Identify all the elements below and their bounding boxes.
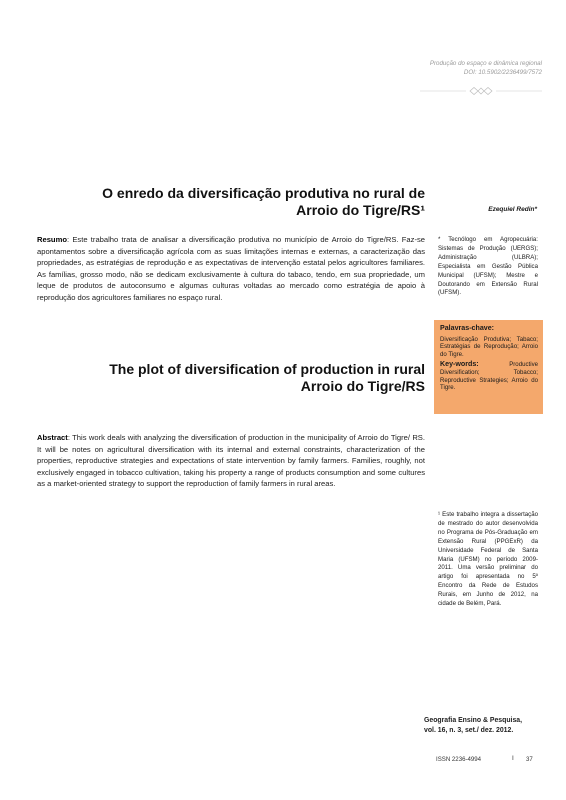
keywords-pt: Diversificação Produtiva; Tabaco; Estratégias de Reprodução; Arroio do Tigre.: [440, 335, 538, 358]
journal-section-line: Produção do espaço e dinâmica regional: [429, 60, 542, 67]
keywords-en: Productive Diversification; Tobacco; Reproductive Strategies; Arroio do Tigre.: [440, 361, 538, 392]
article-title-en: The plot of diversification of production in rural Arroio do Tigre/RS: [109, 361, 425, 394]
abstract-label: Abstract: [37, 433, 68, 442]
issn: ISSN 2236-4994: [436, 756, 482, 763]
keywords-en-label: Key-words:: [440, 360, 479, 369]
footnote: ¹ Este trabalho integra a dissertação de mestrado do autor desenvolvida no Programa de Pós-Graduação em Extensão Rural (PPGExR) da Universidade Federal de Santa Maria (UFSM) no período 2009-2011. Uma versão preliminar do artigo foi apresentada no 5º Encontro da Rede de Estudos Rurais, em Junho de 2012, na cidade de Belém, Pará.: [438, 511, 538, 608]
journal-header: [392, 60, 542, 77]
doi-line: DOI: 10.5902/2236499/7572: [463, 68, 542, 76]
resumo-text: : Este trabalho trata de analisar a diversificação produtiva no município de Arroio do Tigre/RS. Faz-se apontamentos sobre a diversificação agrícola com as suas limitações internas e externas, a caracterização das propriedades, as estratégias de reprodução e as expectativas de intervenção estatal pelos agricultores familiares. As famílias, grosso modo, não se dedicam exclusivamente à cultura do tabaco, tendo, em sua propriedade, um leque de produtos de autoconsumo e algumas culturas voltadas ao mercado como estratégia de apoio à reprodução dos agricultores familiares no espaço rural.: [37, 235, 425, 302]
ornament-divider: [420, 86, 542, 96]
abstract-paragraph: [37, 432, 425, 490]
keywords-box: [434, 320, 543, 414]
keywords-pt-label: Palavras-chave:: [440, 324, 495, 332]
page-number: 37: [526, 756, 533, 763]
author-name: Ezequiel Redin*: [488, 206, 537, 213]
abstract-text: : This work deals with analyzing the diversification of production in the municipality of Arroio do Tigre/ RS. It will be notes on agricultural diversification with its internal and external constraints, characterization of the properties, reproductive strategies and expectations of state intervention by family farmers. Families, roughly, not exclusively engaged in tobacco cultivation, taking his property a range of products consumption and some cultures as a market-oriented strategy to support the reproduction of family farmers in rural areas.: [37, 433, 425, 488]
resumo-label: Resumo: [37, 235, 67, 244]
journal-reference: [424, 716, 546, 736]
author-note: * Tecnólogo em Agropecuária: Sistemas de Produção (UERGS); Administração (ULBRA); Especialista em Gestão Pública Municipal (UFSM); Mestre e Doutorando em Extensão Rural (UFSM).: [438, 236, 538, 297]
article-title-pt: O enredo da diversificação produtiva no rural de Arroio do Tigre/RS¹: [102, 185, 425, 218]
page-separator: I: [512, 755, 514, 762]
journal-volume: vol. 16, n. 3, set./ dez. 2012.: [424, 727, 514, 734]
journal-name: Geografia Ensino & Pesquisa,: [424, 717, 523, 724]
resumo-paragraph: [37, 234, 425, 303]
